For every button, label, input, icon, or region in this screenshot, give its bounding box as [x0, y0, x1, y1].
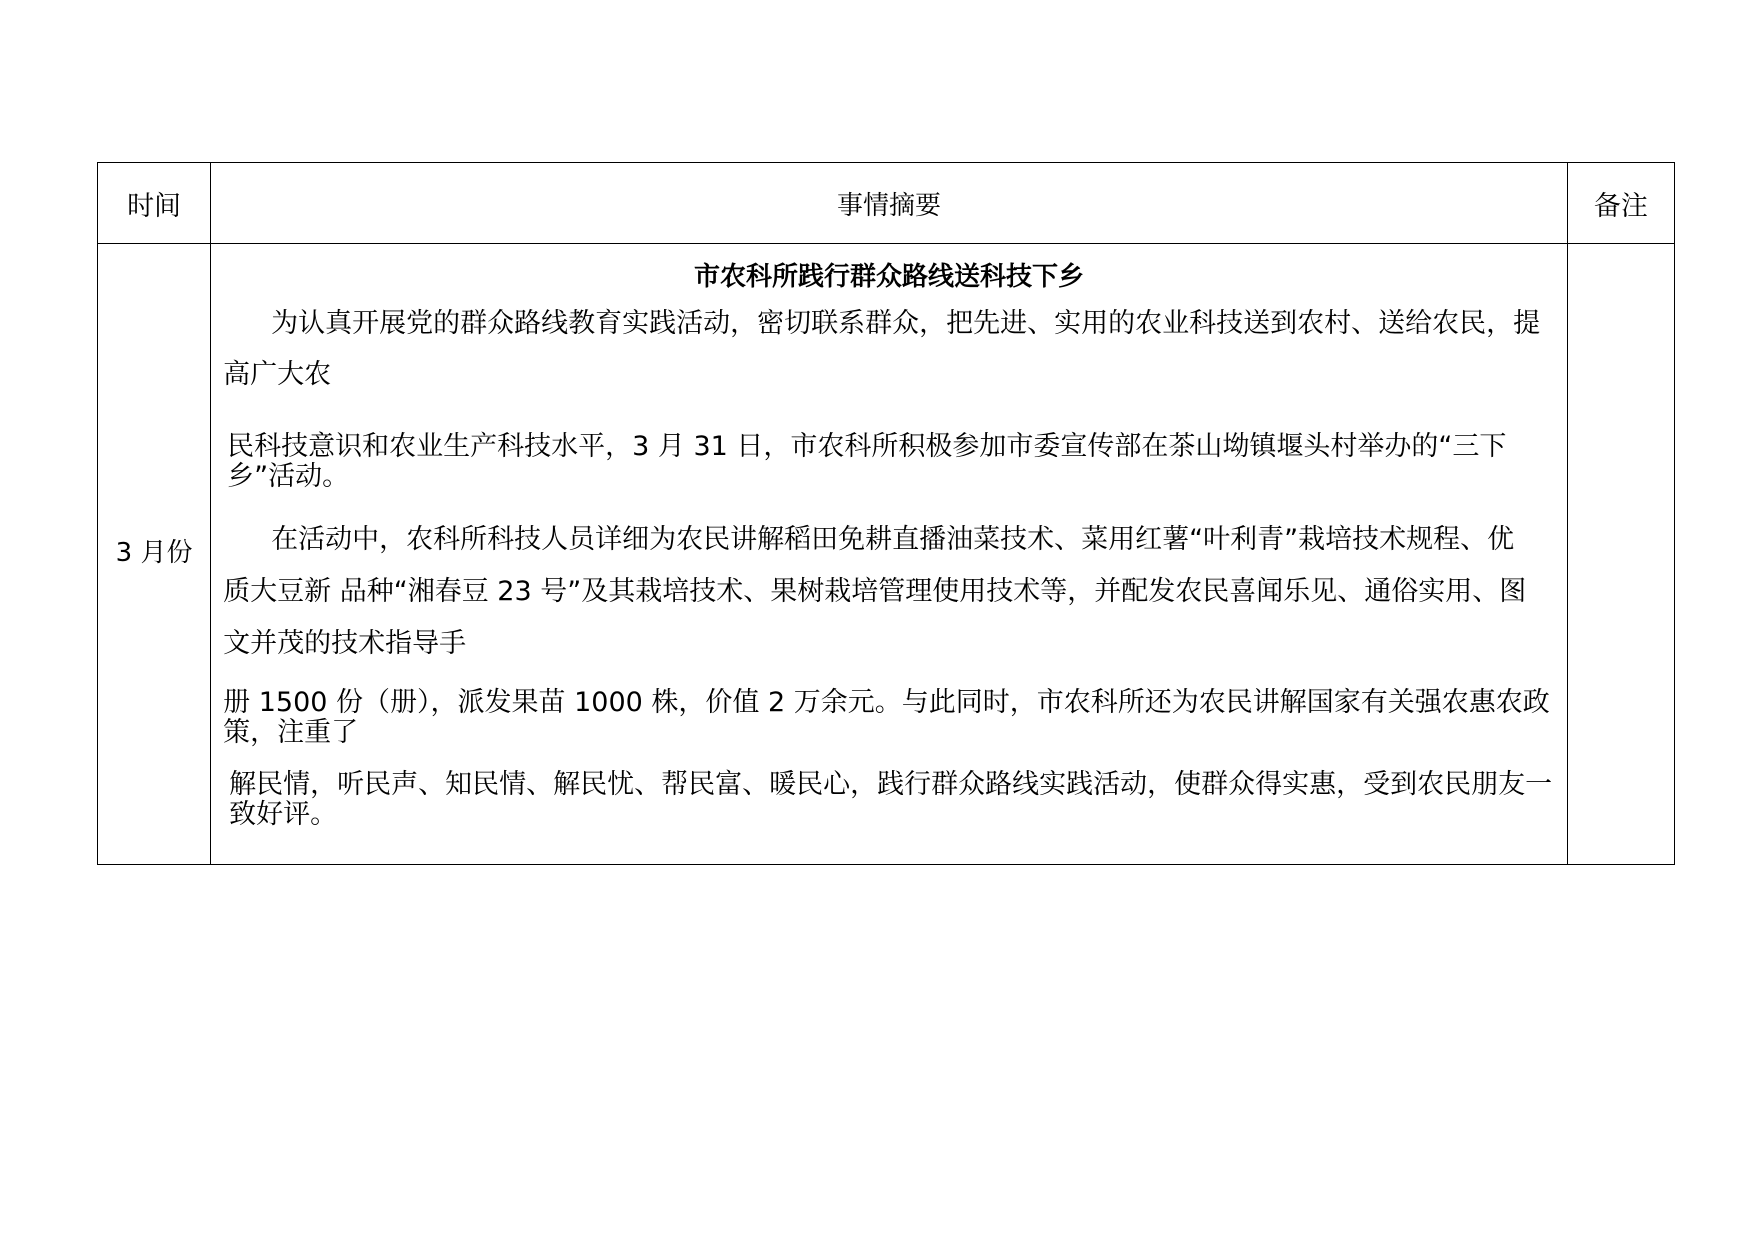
- summary-paragraph: 解民情，听民声、知民情、解民忧、帮民富、暖民心，践行群众路线实践活动，使群众得实惠，受到农民朋友一致好评。: [229, 769, 1553, 830]
- summary-paragraph: 在活动中，农科所科技人员详细为农民讲解稻田免耕直播油菜技术、菜用红薯“叶利青”栽培技术规程、优质大豆新 品种“湘春豆 23 号”及其栽培技术、果树栽培管理使用技术等，并配发农民喜闻乐见、通俗实用、图文并茂的技术指导手: [223, 524, 1527, 659]
- note-cell: [1567, 244, 1674, 865]
- summary-paragraph: 为认真开展党的群众路线教育实践活动，密切联系群众，把先进、实用的农业科技送到农村、送给农民，提高广大农: [223, 308, 1541, 390]
- table-row: [98, 244, 1675, 865]
- summary-paragraph: 册 1500 份（册），派发果苗 1000 株，价值 2 万余元。与此同时，市农科所还为农民讲解国家有关强农惠农政策，注重了: [223, 687, 1550, 748]
- summary-cell: [211, 244, 1568, 865]
- summary-content: [211, 244, 1567, 856]
- time-cell: 3 月份: [98, 244, 211, 865]
- header-time: 时间: [98, 163, 211, 244]
- summary-title: 市农科所践行群众路线送科技下乡: [693, 262, 1084, 292]
- header-note: 备注: [1567, 163, 1674, 244]
- summary-table: [97, 162, 1675, 865]
- table-header-row: [98, 163, 1675, 244]
- header-summary: 事情摘要: [211, 163, 1568, 244]
- summary-paragraph: 民科技意识和农业生产科技水平，3 月 31 日，市农科所积极参加市委宣传部在茶山坳镇堰头村举办的“三下乡”活动。: [227, 431, 1507, 492]
